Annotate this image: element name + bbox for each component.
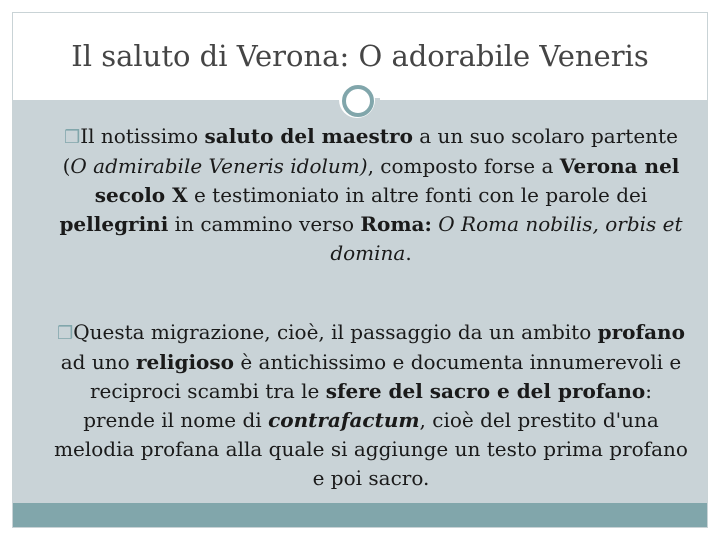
text-run: è antichissimo e documenta innumerevoli e reciproci scambi tra le [89, 350, 682, 403]
text-run: Questa migrazione, cioè, il passaggio da un ambito [73, 320, 598, 344]
text-run-bold: Roma: [360, 212, 432, 236]
bullet-paragraph-1 [54, 122, 688, 268]
title-divider-right [380, 98, 707, 100]
text-run-bold: pellegrini [59, 212, 169, 236]
text-run: : prende il nome di [83, 379, 653, 432]
text-run: ad uno [60, 350, 136, 374]
text-run: a un suo scolaro partente ( [62, 124, 678, 178]
text-run: . [405, 241, 412, 265]
divider-ring-icon [342, 85, 374, 117]
text-run-italic: O Roma nobilis, orbis et domina [330, 212, 683, 265]
bullet-marker-icon: ❒ [57, 323, 74, 344]
bullet-paragraph-2 [54, 318, 688, 493]
bullet-2-text [54, 320, 688, 490]
text-run: e testimoniato in altre fonti con le parole dei [187, 183, 648, 207]
text-run-bold: sfere del sacro e del profano [325, 379, 646, 403]
text-run: Il notissimo [80, 124, 205, 148]
text-run-bold: religioso [136, 350, 234, 374]
text-run: in cammino verso [168, 212, 361, 236]
bullet-1-text [59, 124, 682, 265]
text-run-bold: saluto del maestro [204, 124, 413, 148]
text-run-bold: Verona nel secolo X [94, 154, 680, 207]
title-divider-left [13, 98, 340, 100]
text-run: , composto forse a [367, 154, 560, 178]
bullet-marker-icon: ❒ [64, 127, 81, 148]
footer-band [13, 503, 707, 527]
slide-title: Il saluto di Verona: O adorabile Veneris [71, 39, 649, 73]
text-run-italic: O admirabile Veneris idolum) [70, 154, 368, 178]
text-run-bold-italic: contrafactum [268, 408, 420, 432]
text-run: , cioè del prestito d'una melodia profana alla quale si aggiunge un testo prima profano e poi sacro. [54, 408, 688, 490]
text-run-bold: profano [597, 320, 685, 344]
